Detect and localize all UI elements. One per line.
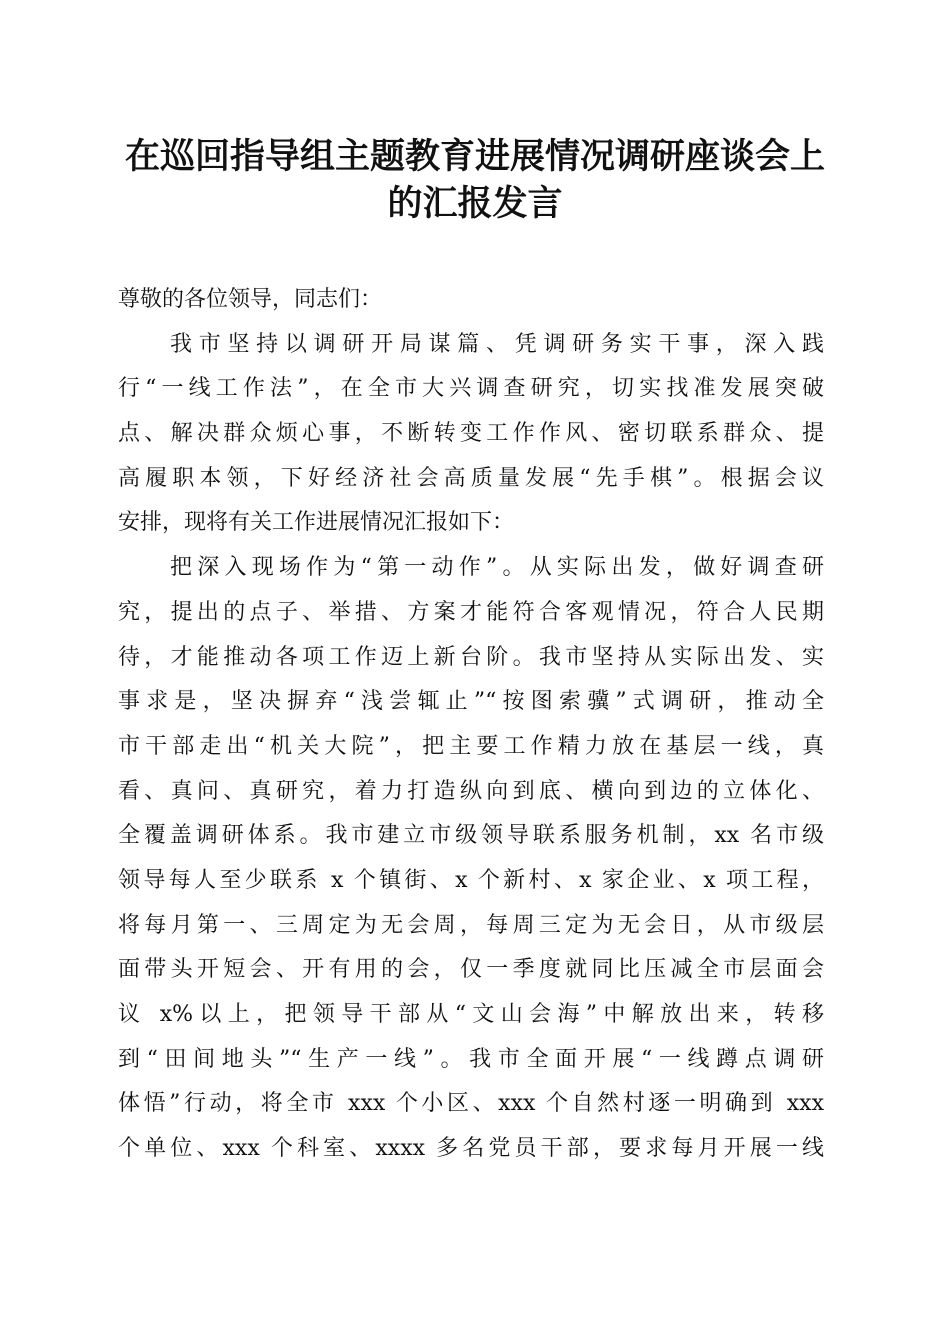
paragraph-1	[118, 323, 824, 546]
paragraph-line: 个单位、xxx 个科室、xxxx 多名党员干部，要求每月开展一线	[118, 1136, 824, 1162]
paragraph-line: 究，提出的点子、举措、方案才能符合客观情况，符合人民期	[118, 599, 824, 625]
document-title	[110, 133, 840, 227]
paragraph-line: 将每月第一、三周定为无会周，每周三定为无会日，从市级层	[118, 912, 824, 938]
paragraph-line: 到“田间地头”“生产一线”。我市全面开展“一线蹲点调研	[118, 1046, 824, 1072]
paragraph-line: 全覆盖调研体系。我市建立市级领导联系服务机制，xx 名市级	[118, 823, 824, 849]
salutation: 尊敬的各位领导，同志们：	[118, 287, 383, 312]
paragraph-line: 安排，现将有关工作进展情况汇报如下：	[118, 510, 515, 536]
paragraph-line: 市干部走出“机关大院”，把主要工作精力放在基层一线，真	[118, 733, 824, 759]
paragraph-line: 领导每人至少联系 x 个镇街、x 个新村、x 家企业、x 项工程，	[118, 867, 824, 893]
paragraph-line: 我市坚持以调研开局谋篇、凭调研务实干事，深入践	[170, 331, 824, 357]
paragraph-line: 事求是，坚决摒弃“浅尝辄止”“按图索骥”式调研，推动全	[118, 689, 824, 715]
document-body	[118, 278, 824, 1172]
paragraph-line: 体悟”行动，将全市 xxx 个小区、xxx 个自然村逐一明确到 xxx	[118, 1091, 824, 1117]
paragraph-line: 把深入现场作为“第一动作”。从实际出发，做好调查研	[170, 555, 824, 581]
paragraph-line: 高履职本领，下好经济社会高质量发展“先手棋”。根据会议	[118, 465, 824, 491]
paragraph-line: 待，才能推动各项工作迈上新台阶。我市坚持从实际出发、实	[118, 644, 824, 670]
paragraph-line: 看、真问、真研究，着力打造纵向到底、横向到边的立体化、	[118, 778, 824, 804]
paragraph-2	[118, 546, 824, 1172]
paragraph-line: 点、解决群众烦心事，不断转变工作作风、密切联系群众、提	[118, 421, 824, 447]
title-line-1: 在巡回指导组主题教育进展情况调研座谈会上	[124, 136, 825, 177]
paragraph-line: 议 x%以上，把领导干部从“文山会海”中解放出来，转移	[118, 1002, 824, 1027]
title-line-2: 的汇报发言	[387, 183, 563, 224]
paragraph-line: 行“一线工作法”，在全市大兴调查研究，切实找准发展突破	[118, 376, 824, 402]
paragraph-line: 面带头开短会、开有用的会，仅一季度就同比压减全市层面会	[118, 957, 824, 983]
